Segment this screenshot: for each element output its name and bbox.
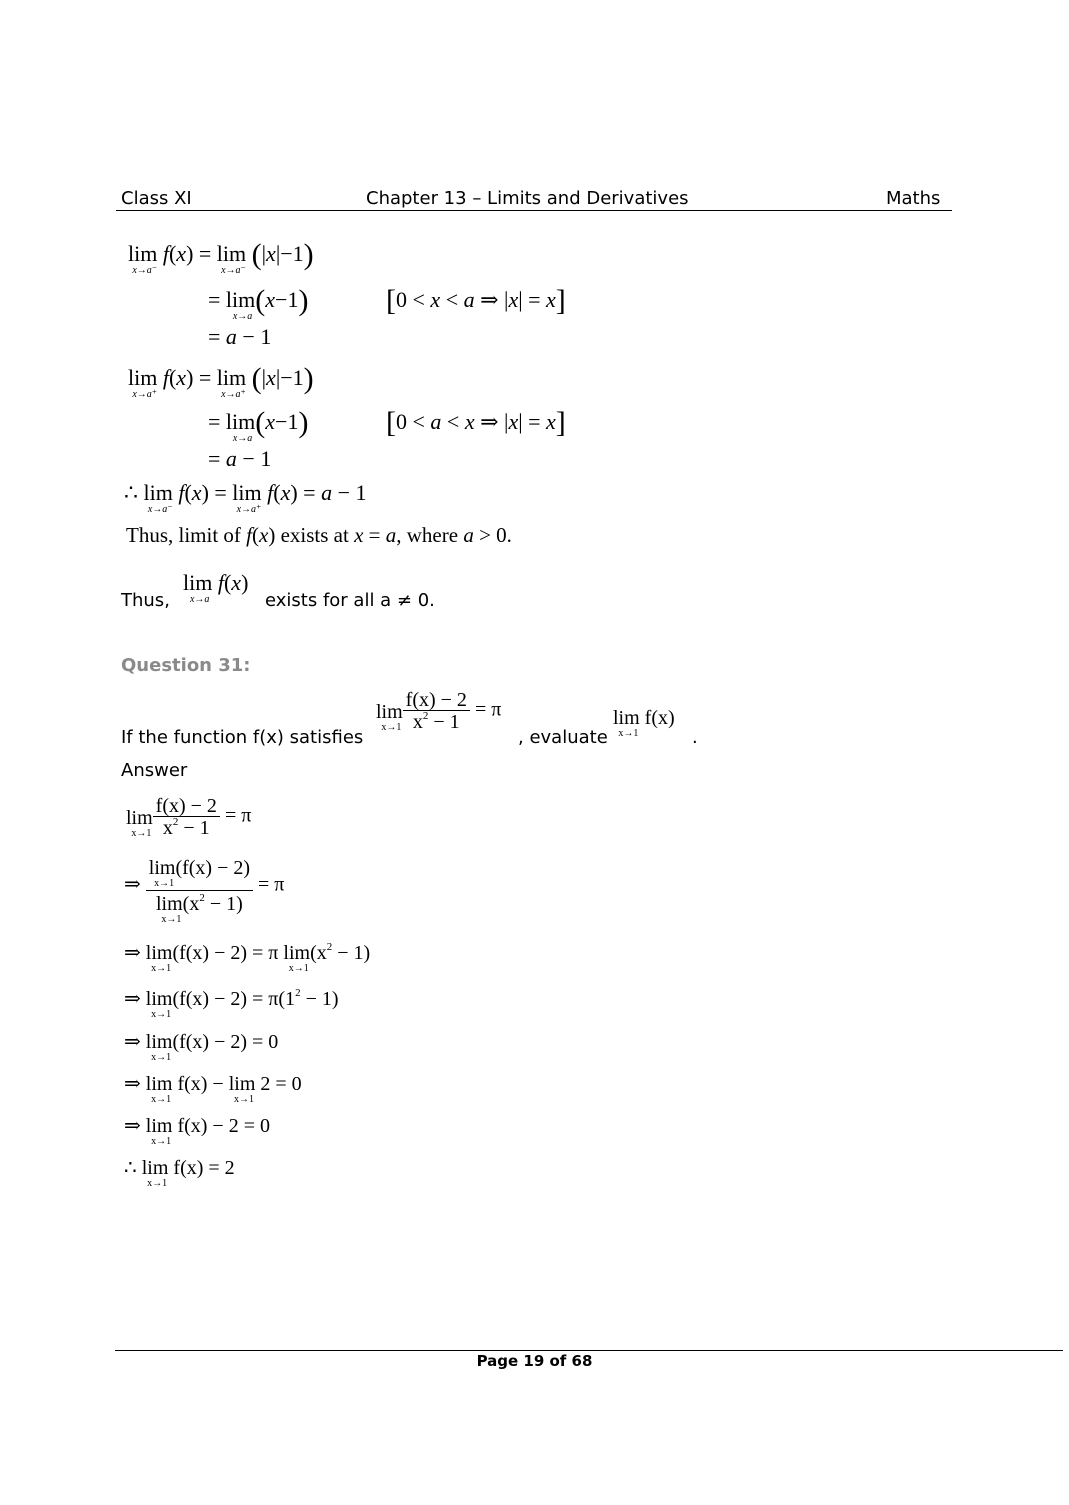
- header-rule: [116, 210, 952, 211]
- thus-text: exists for all a ≠ 0.: [265, 590, 435, 611]
- math-right-limit-line2: = lim x→a (x−1): [208, 406, 309, 444]
- header-class: Class XI: [121, 188, 192, 209]
- math-answer-step-5: ⇒ lim x→1 (f(x) − 2) = 0: [124, 1031, 279, 1063]
- math-right-limit-line3: = a − 1: [208, 446, 272, 471]
- math-left-limit-line3: = a − 1: [208, 324, 272, 349]
- math-answer-step-6: ⇒ lim x→1 f(x) − lim x→1 2 = 0: [124, 1073, 302, 1105]
- math-answer-step-1: lim x→1 $\frac{f(x) - 2}{x^2 - 1}$ = π: [126, 795, 252, 839]
- question-title: Question 31:: [121, 655, 251, 676]
- math-lim-fx-inline: lim x→a f(x): [183, 570, 249, 605]
- math-answer-step-4: ⇒ lim x→1 $(f(x) - 2) = \pi(1^2 - 1)$: [124, 987, 339, 1020]
- math-therefore-equal-limits: ∴ lim x→a⁻ f(x) = lim x→a⁺ f(x) = a − 1: [124, 480, 367, 515]
- question-prompt-start: If the function f(x) satisfies: [121, 727, 364, 748]
- math-left-limit-line2: = lim x→a (x−1): [208, 284, 309, 322]
- question-prompt-mid: , evaluate: [518, 727, 608, 748]
- math-answer-step-7: ⇒ lim x→1 f(x) − 2 = 0: [124, 1115, 270, 1147]
- math-evaluate-limit: lim x→1 f(x): [613, 707, 675, 739]
- math-thus-limit-exists: Thus, limit of f(x) exists at x = a, where a > 0.: [126, 523, 512, 547]
- math-given-limit: lim x→1 $\frac{f(x) - 2}{x^2 - 1}$ = π: [376, 689, 502, 733]
- question-prompt-end: .: [692, 727, 698, 748]
- thus-label: Thus,: [121, 590, 170, 611]
- math-condition-2: [0 < a < x ⇒ |x| = x]: [386, 406, 566, 439]
- header-chapter: Chapter 13 – Limits and Derivatives: [366, 188, 689, 209]
- answer-label: Answer: [121, 760, 188, 781]
- header-subject: Maths: [886, 188, 941, 209]
- math-condition-1: [0 < x < a ⇒ |x| = x]: [386, 284, 566, 317]
- footer-rule: [115, 1350, 1063, 1351]
- math-answer-step-3: ⇒ lim x→1 (f(x) − 2) = π lim x→1 $(x^2 - 1)$: [124, 941, 371, 974]
- math-answer-step-2: ⇒ lim x→1 (f(x) − 2) lim x→1 $(x^2 - 1)$ = π: [124, 857, 285, 925]
- page-number: Page 19 of 68: [476, 1352, 593, 1370]
- math-right-limit-line1: lim x→a⁺ f(x) = lim x→a⁺ (|x|−1): [128, 362, 314, 400]
- math-left-limit-line1: lim x→a⁻ f(x) = lim x→a⁻ (|x|−1): [128, 238, 314, 276]
- math-answer-final: ∴ lim x→1 f(x) = 2: [124, 1157, 235, 1189]
